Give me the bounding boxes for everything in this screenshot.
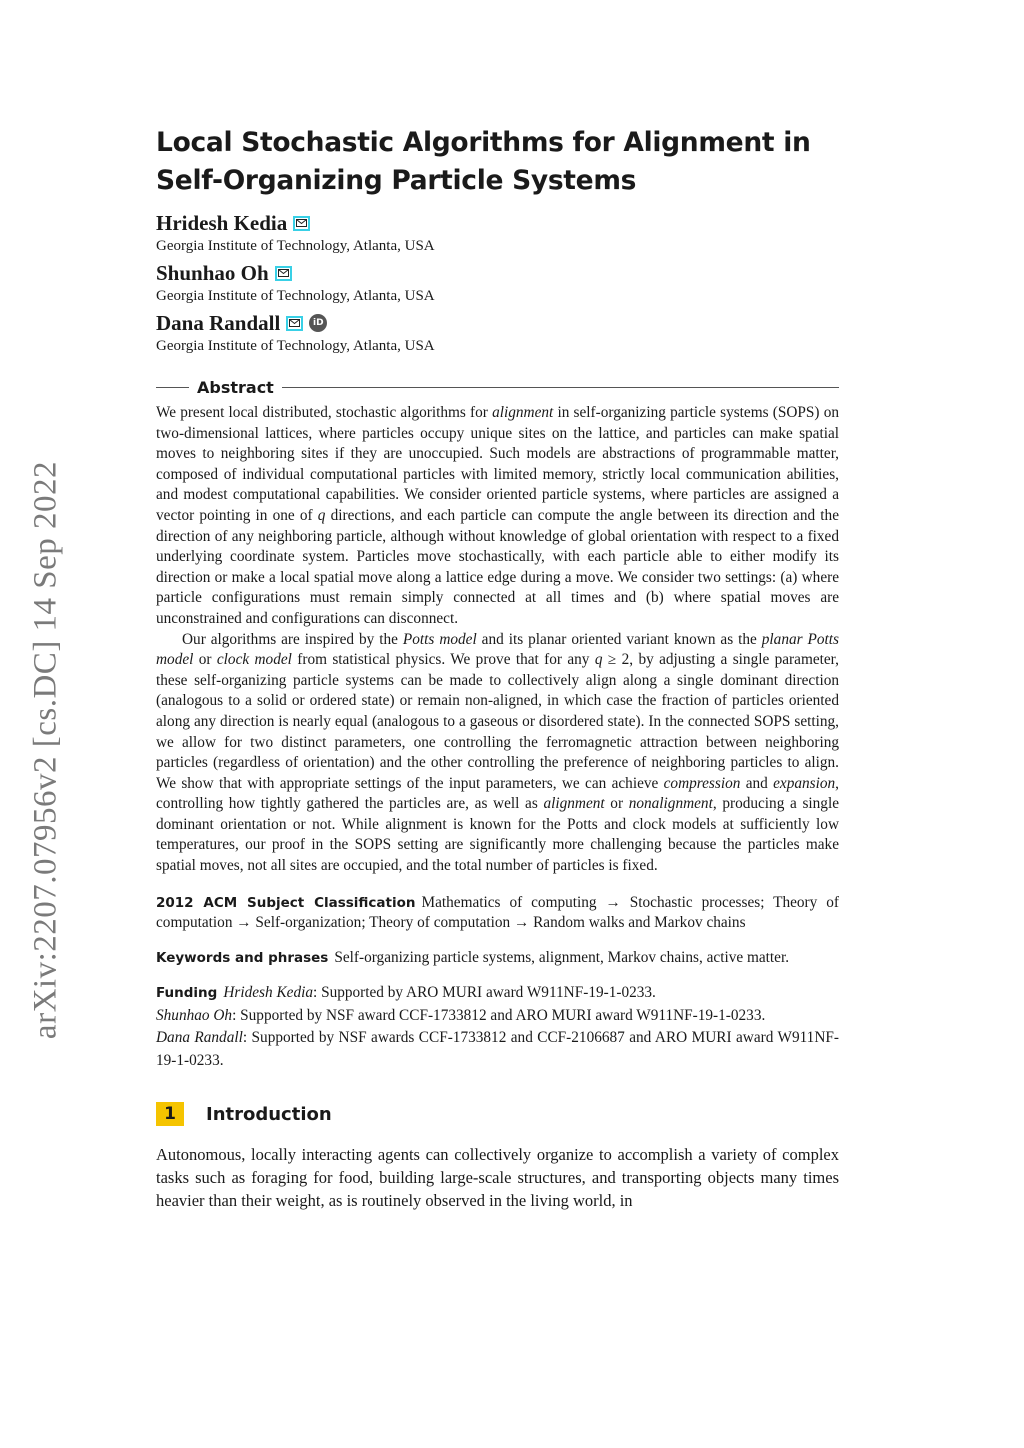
section-number: 1	[156, 1102, 184, 1126]
author-name-row	[156, 310, 839, 336]
author-block	[156, 210, 839, 256]
funding: Funding Hridesh Kedia: Supported by ARO MURI award W911NF-19-1-0233. Shunhao Oh: Supported by NSF award CCF-1733812 and ARO MURI award W911NF-19-1-0233. Dana Randall: Supported by NSF awards CCF-1733812 and CCF-2106687 and ARO MURI award W911NF-19-1-0233.	[156, 984, 839, 1069]
author-block	[156, 310, 839, 356]
mail-icon[interactable]	[293, 216, 310, 231]
arxiv-identifier: arXiv:2207.07956v2 [cs.DC] 14 Sep 2022	[27, 460, 64, 1040]
abstract-paragraph: Our algorithms are inspired by the Potts model and its planar oriented variant known as the planar Potts model or clock model from statistical physics. We prove that for any q ≥ 2, by adjusting a single parameter, these self-organizing particle systems can be made to collectively align along a single dominant direction (analogous to a solid or ordered state) or remain non-aligned, in which case the fraction of particles oriented along any direction is nearly equal (analogous to a gaseous or disordered state). In the connected SOPS setting, we allow for two distinct parameters, one controlling the ferromagnetic attraction between neighboring particles (regardless of orientation) and the other controlling the preference of neighboring particles to align. We show that with appropriate settings of the input parameters, we can achieve compression and expansion, controlling how tightly gathered the particles are, as well as alignment or nonalignment, producing a single dominant orientation or not. While alignment is known for the Potts and clock models at sufficiently low temperatures, our proof in the SOPS setting are significantly more challenging because the particles make spatial moves, not all sites are occupied, and the total number of particles is fixed.	[156, 630, 839, 875]
abstract-paragraph: We present local distributed, stochastic algorithms for alignment in self-organizing particle systems (SOPS) on two-dimensional lattices, where particles occupy unique sites on the lattice, and particles can make spatial moves to neighboring sites if they are unoccupied. Such models are abstractions of programmable matter, composed of individual computational particles with limited memory, strictly local communication abilities, and modest computational capabilities. We consider oriented particle systems, where particles are assigned a vector pointing in one of q directions, and each particle can compute the angle between its direction and the direction of any neighboring particle, although without knowledge of global orientation with respect to a fixed underlying coordinate system. Particles move stochastically, with each particle able to either modify its direction or make a local spatial move along a lattice edge during a move. We consider two settings: (a) where particle configurations must remain simply connected at all times and (b) where spatial moves are unconstrained and configurations can disconnect.	[156, 404, 840, 627]
author-affiliation: Georgia Institute of Technology, Atlanta, USA	[156, 338, 435, 354]
abstract-heading: Abstract	[197, 378, 274, 397]
mail-icon[interactable]	[286, 316, 303, 331]
acm-text: Mathematics of computing → Stochastic processes; Theory of computation → Self-organization; Theory of computation → Random walks and Markov chains	[156, 893, 839, 932]
keywords-label: Keywords and phrases	[156, 949, 329, 966]
author-name: Shunhao Oh	[156, 261, 269, 285]
section-heading	[156, 1102, 839, 1126]
author-name-row	[156, 210, 839, 236]
keywords	[156, 948, 839, 969]
funding-label: Funding	[156, 985, 218, 1002]
acm-label: 2012 ACM Subject Classification	[156, 894, 416, 911]
abstract-header	[156, 378, 839, 397]
paper-page	[156, 124, 839, 1212]
keywords-text: Self-organizing particle systems, alignment, Markov chains, active matter.	[334, 948, 790, 966]
author-name-row	[156, 260, 839, 286]
author-name: Hridesh Kedia	[156, 211, 288, 235]
mail-icon[interactable]	[275, 266, 292, 281]
acm-classification	[156, 893, 839, 934]
abstract-rule-left	[156, 387, 189, 388]
author-affiliation: Georgia Institute of Technology, Atlanta, USA	[156, 288, 435, 304]
section-title: Introduction	[206, 1103, 332, 1125]
abstract-rule-right	[282, 387, 839, 388]
arxiv-sidebar	[26, 450, 66, 1050]
intro-paragraph: Autonomous, locally interacting agents can collectively organize to accomplish a variety of complex tasks such as foraging for food, building large-scale structures, and transporting objects many times heavier than their weight, as is routinely observed in the living world, in	[156, 1145, 839, 1210]
author-block	[156, 260, 839, 306]
author-affiliation: Georgia Institute of Technology, Atlanta, USA	[156, 238, 435, 254]
orcid-icon[interactable]: iD	[309, 314, 327, 332]
author-name: Dana Randall	[156, 311, 281, 335]
paper-title: Local Stochastic Algorithms for Alignment in Self-Organizing Particle Systems	[156, 127, 811, 196]
